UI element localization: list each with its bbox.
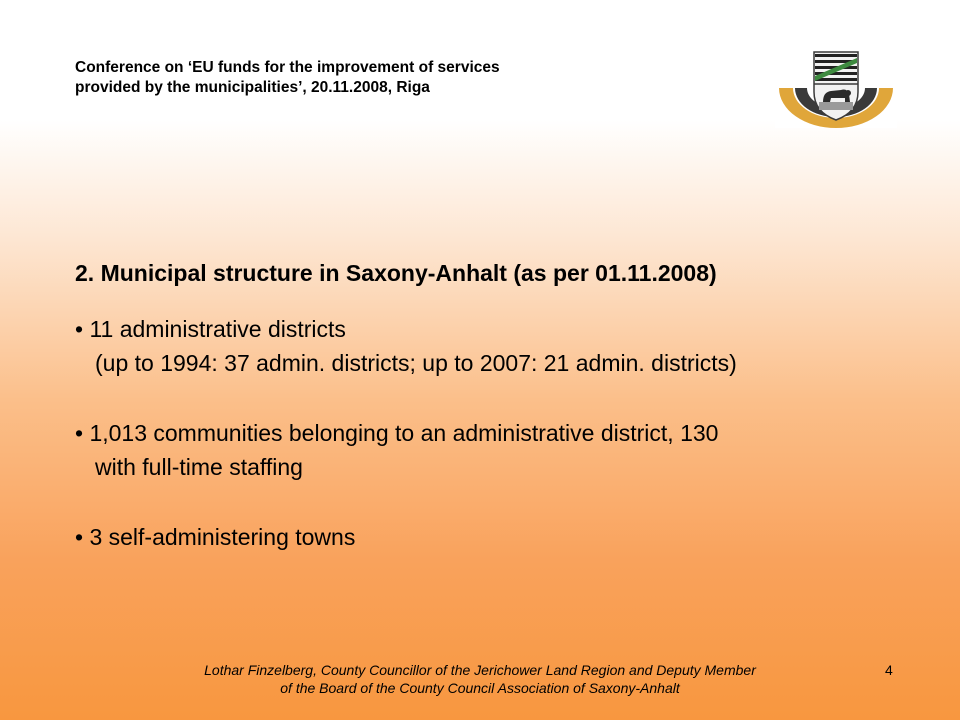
- conference-header: [75, 58, 715, 98]
- page-number: 4: [885, 662, 893, 678]
- bullet-text: • 11 administrative districts: [75, 316, 346, 342]
- footer-line-1: Lothar Finzelberg, County Councillor of the Jerichower Land Region and Deputy Member: [204, 662, 756, 678]
- bullet-text: • 3 self-administering towns: [75, 524, 356, 550]
- footer-author: [130, 661, 830, 697]
- bullet-subtext: with full-time staffing: [95, 454, 303, 480]
- header-line-1: Conference on ‘EU funds for the improvement of services: [75, 59, 500, 76]
- coat-of-arms-logo: [775, 48, 897, 128]
- bullet-communities: [75, 416, 935, 484]
- bullet-subtext: (up to 1994: 37 admin. districts; up to 2007: 21 admin. districts): [95, 350, 737, 376]
- bullet-self-administering-towns: [75, 520, 935, 554]
- slide-content: [75, 256, 935, 590]
- footer-line-2: of the Board of the County Council Association of Saxony-Anhalt: [280, 680, 680, 696]
- header-line-2: provided by the municipalities’, 20.11.2008, Riga: [75, 79, 430, 96]
- bullet-text: • 1,013 communities belonging to an administrative district, 130: [75, 420, 719, 446]
- bullet-administrative-districts: [75, 312, 935, 380]
- section-heading: 2. Municipal structure in Saxony-Anhalt (as per 01.11.2008): [75, 260, 717, 286]
